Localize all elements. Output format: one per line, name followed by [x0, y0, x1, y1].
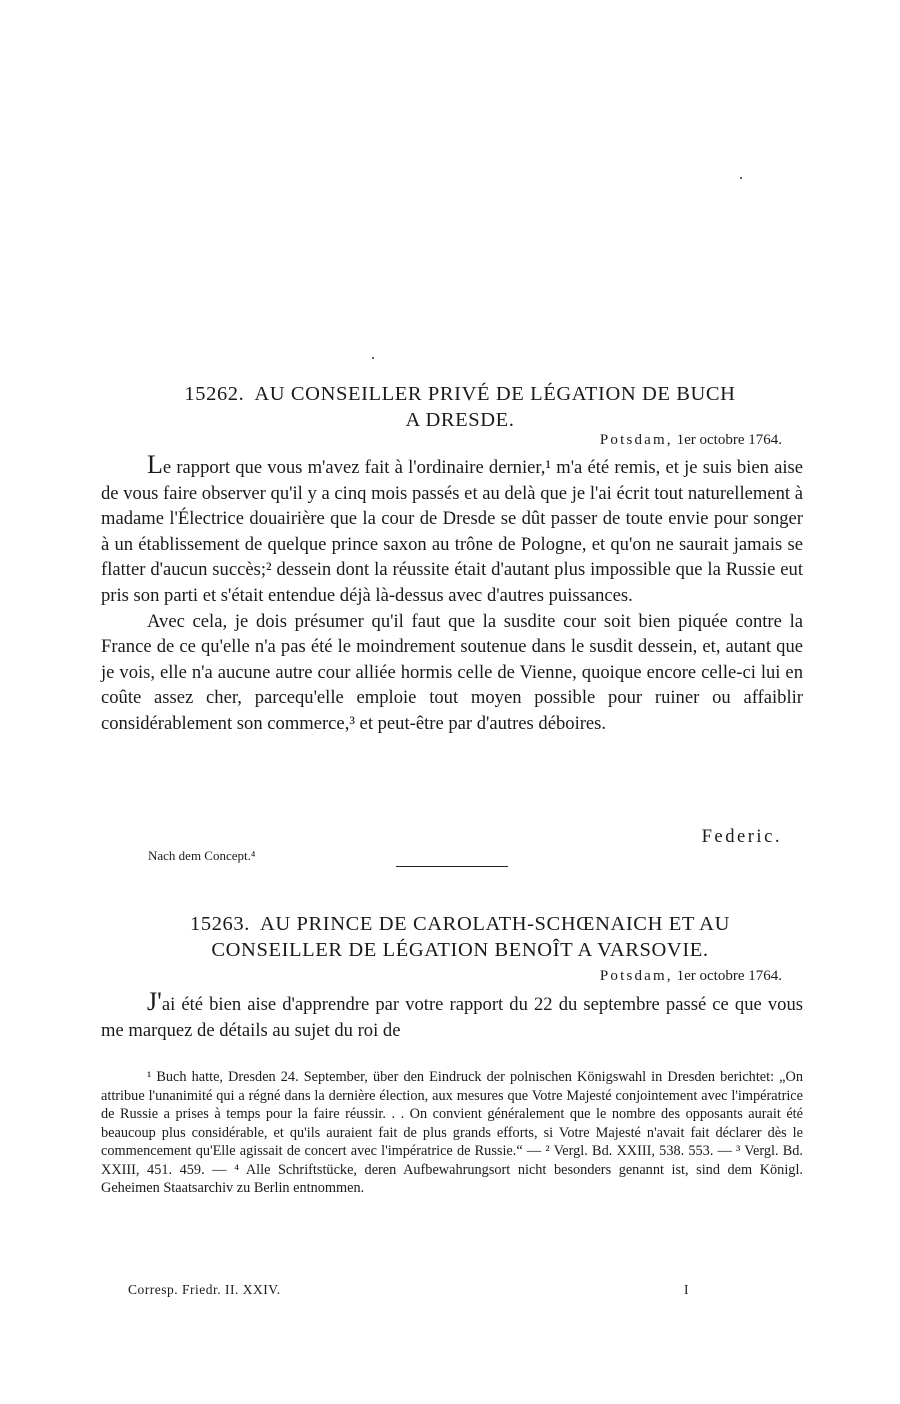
- heading-line-2: A DRESDE.: [405, 409, 515, 431]
- letter-paragraph: Le rapport que vous m'avez fait à l'ordinaire dernier,¹ m'a été remis, et je suis bien aise de vous faire observer qu'il y a cinq mois passés et au delà que je l'ai écrit tout naturellement à madame l'Électrice douairière que la cour de Dresde se dût passer de toute envie pour songer à un établissement de quelque prince saxon au trône de Pologne, et qu'on ne saurait jamais se flatter d'aucun succès;² dessein dont la réussite était d'autant plus impossible que la Russie eut pris son parti et s'était entendue déjà là-dessus avec d'autres puissances.: [101, 450, 803, 606]
- heading-addressee: AU PRINCE DE CAROLATH-SCHŒNAICH ET AU: [259, 913, 730, 935]
- footer-volume: Corresp. Friedr. II. XXIV.: [128, 1282, 281, 1297]
- letter-number: 15263.: [190, 913, 250, 935]
- dateline: [600, 966, 782, 986]
- letter-paragraph: Avec cela, je dois présumer qu'il faut que la susdite cour soit bien piquée contre la France de ce qu'elle n'a pas été le moindrement soutenue dans le susdit dessein, et, autant que je vois, elle n'a aucune autre cour alliée hormis celle de Vienne, quoique encore celle-ci lui en coûte assez cher, parcequ'elle emploie tout moyen possible pour ruiner ou affaiblir considérablement son commerce,³ et peut-être par d'autres déboires.: [101, 610, 803, 734]
- letter-body: [101, 989, 803, 1043]
- letter-separator: [396, 866, 508, 867]
- print-speck: [740, 177, 742, 179]
- dateline-place: Potsdam,: [599, 432, 673, 448]
- print-speck: [372, 357, 374, 359]
- heading-line-2: CONSEILLER DE LÉGATION BENOÎT A VARSOVIE.: [211, 939, 709, 961]
- letter-paragraph: J'ai été bien aise d'apprendre par votre rapport du 22 du septembre passé ce que vous me marquez de détails au sujet du roi de: [101, 987, 803, 1041]
- source-note: Nach dem Concept.⁴: [148, 848, 256, 863]
- dateline-date: 1er octobre 1764.: [676, 432, 782, 448]
- dateline-place: Potsdam,: [599, 968, 673, 984]
- footnote-text: ¹ Buch hatte, Dresden 24. September, über den Eindruck der polnischen Königswahl in Dresden berichtet: „On attribue l'unanimité qui a régné dans la dernière élection, aux mesures que Votre Majesté conjointement avec l'impératrice de Russie a prises à temps pour la faire réussir. . . On convient généralement que le nombre des opposants aurait été beaucoup plus considérable, et qu'ils auraient fait de plus grands efforts, si Votre Majesté n'avait fait déclarer dès le commencement qu'Elle agissait de concert avec l'impératrice de Russie.“ — ² Vergl. Bd. XXIII, 538. 553. — ³ Vergl. Bd. XXIII, 451. 459. — ⁴ Alle Schriftstücke, deren Aufbewahrungsort nicht besonders genannt ist, sind dem Königl. Geheimen Staatsarchiv zu Berlin entnommen.: [101, 1069, 803, 1196]
- heading-line-1: [100, 381, 820, 407]
- dateline: [600, 430, 782, 450]
- heading-addressee: AU CONSEILLER PRIVÉ DE LÉGATION DE BUCH: [254, 383, 736, 405]
- footer-signature-mark: I: [684, 1282, 689, 1297]
- heading-line-1: [100, 911, 820, 937]
- letter-number: 15262.: [184, 383, 245, 405]
- letter-heading: [100, 381, 820, 433]
- footnotes: [101, 1068, 803, 1198]
- letter-body: [101, 452, 803, 737]
- dateline-date: 1er octobre 1764.: [676, 968, 782, 984]
- letter-heading: [100, 911, 820, 963]
- signature: Federic.: [701, 826, 782, 847]
